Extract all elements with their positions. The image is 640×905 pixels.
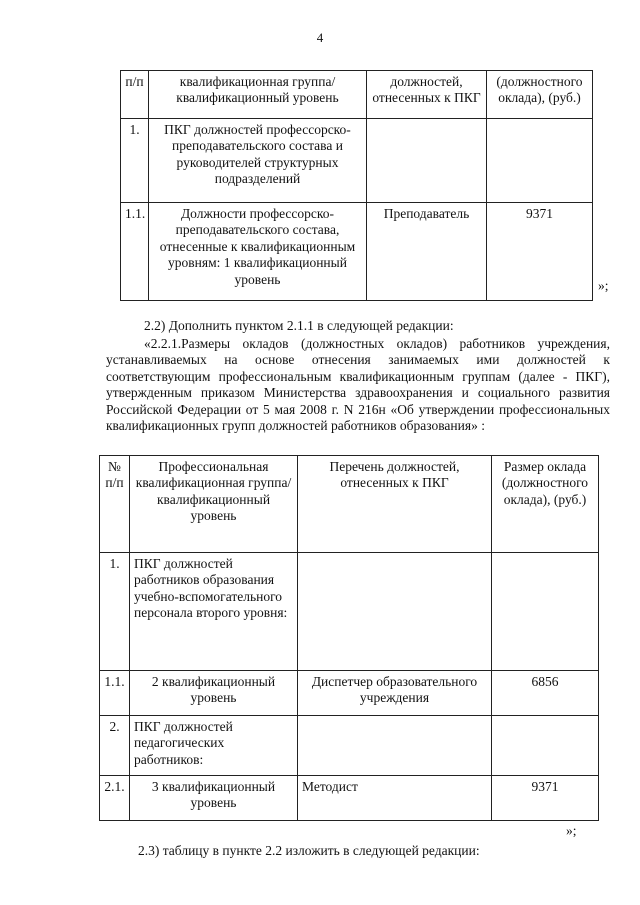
cell-num: 1.1. (121, 203, 149, 301)
cell-group: 2 квалификационный уровень (130, 671, 298, 716)
cell-salary: 9371 (487, 203, 593, 301)
header-cell-salary: (должностного оклада), (руб.) (487, 71, 593, 119)
header-cell-num: № п/п (100, 456, 130, 553)
cell-positions: Диспетчер образовательного учреждения (298, 671, 492, 716)
cell-group: ПКГ должностей работников образования учебно-вспомогательного персонала второго уровня: (130, 553, 298, 671)
cell-num: 1. (121, 119, 149, 203)
table-row (100, 716, 599, 776)
cell-group: ПКГ должностей педагогических работников: (130, 716, 298, 776)
header-cell-num: п/п (121, 71, 149, 119)
table-row (100, 553, 599, 671)
table-row (121, 203, 593, 301)
header-cell-salary: Размер оклада (должностного оклада), (руб.) (492, 456, 599, 553)
page-number: 4 (316, 30, 324, 45)
cell-num: 2. (100, 716, 130, 776)
header-cell-positions: Перечень должностей, отнесенных к ПКГ (298, 456, 492, 553)
table-header-row (121, 71, 593, 119)
table1-close-mark: »; (598, 278, 609, 293)
paragraph-2-2: 2.2) Дополнить пунктом 2.1.1 в следующей редакции: (144, 318, 454, 333)
cell-salary (492, 716, 599, 776)
paragraph-2-2-1: «2.2.1.Размеры окладов (должностных окладов) работников учреждения, устанавливаемых на основе отнесения занимаемых ими должностей к соответствующим профессиональным квалификационным группам (далее - ПКГ), утвержденным приказом Министерства здравоохранения и социального развития Российской Федерации от 5 мая 2008 г. N 216н «Об утверждении профессиональных квалификационных групп должностей работников образования» : (106, 336, 610, 434)
cell-positions (298, 553, 492, 671)
cell-num: 1.1. (100, 671, 130, 716)
paragraph-2-3: 2.3) таблицу в пункте 2.2 изложить в следующей редакции: (138, 843, 480, 858)
cell-positions (367, 119, 487, 203)
cell-group: Должности профессорско-преподавательского состава, отнесенные к квалификационным уровням: 1 квалификационный уровень (149, 203, 367, 301)
cell-num: 2.1. (100, 776, 130, 821)
cell-group: ПКГ должностей профессорско-преподавательского состава и руководителей структурных подразделений (149, 119, 367, 203)
table-header-row (100, 456, 599, 553)
cell-salary (492, 553, 599, 671)
cell-num: 1. (100, 553, 130, 671)
table-pkg-teaching-staff (120, 70, 593, 301)
cell-positions: Преподаватель (367, 203, 487, 301)
header-cell-group: квалификационная группа/ квалификационный уровень (149, 71, 367, 119)
header-cell-group: Профессиональная квалификационная группа/ квалификационный уровень (130, 456, 298, 553)
cell-salary (487, 119, 593, 203)
table-row (100, 776, 599, 821)
cell-salary: 9371 (492, 776, 599, 821)
table2-close-mark: »; (566, 823, 577, 838)
table-row (121, 119, 593, 203)
cell-salary: 6856 (492, 671, 599, 716)
table-pkg-education-workers (99, 455, 599, 821)
cell-positions (298, 716, 492, 776)
cell-group: 3 квалификационный уровень (130, 776, 298, 821)
header-cell-positions: должностей, отнесенных к ПКГ (367, 71, 487, 119)
table-row (100, 671, 599, 716)
cell-positions: Методист (298, 776, 492, 821)
